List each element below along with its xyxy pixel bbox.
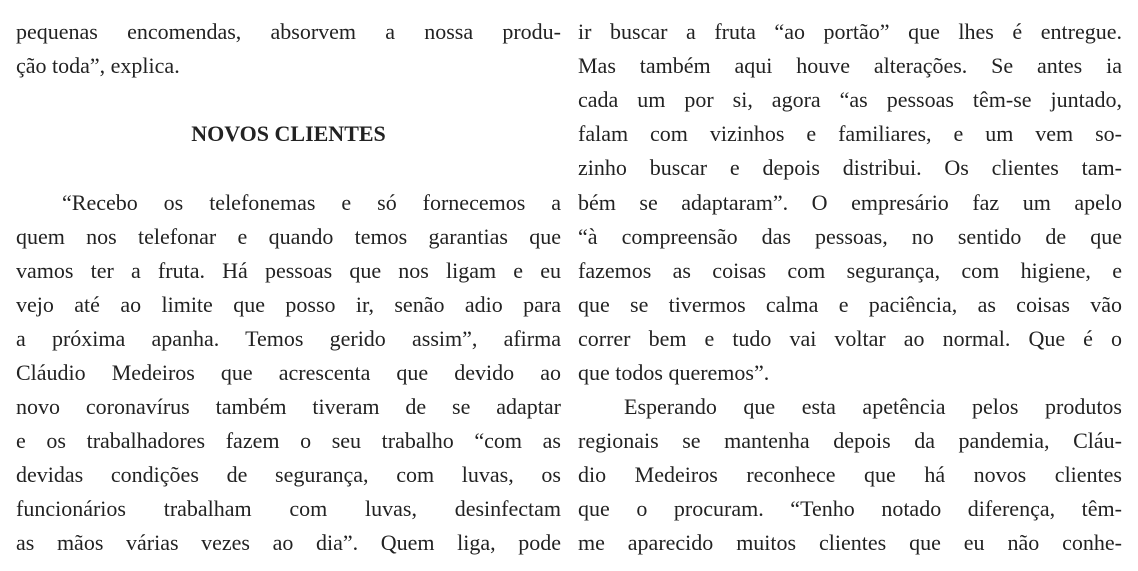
text-line: devidas condições de segurança, com luvas, os [16, 462, 561, 487]
text-line: que o procuram. “Tenho notado diferença, têm- [578, 496, 1122, 521]
text-line: correr bem e tudo vai voltar ao normal. Que é o [578, 326, 1122, 351]
text-line: vamos ter a fruta. Há pessoas que nos ligam e eu [16, 258, 561, 283]
text-line: regionais se mantenha depois da pandemia, Cláu- [578, 428, 1122, 453]
text-line: cada um por si, agora “as pessoas têm-se juntado, [578, 87, 1122, 112]
text-line: as mãos várias vezes ao dia”. Quem liga, pode [16, 530, 561, 555]
text-line: quem nos telefonar e quando temos garantias que [16, 224, 561, 249]
text-line: Mas também aqui houve alterações. Se antes ia [578, 53, 1122, 78]
text-line: pequenas encomendas, absorvem a nossa produ- [16, 19, 561, 44]
text-line: Esperando que esta apetência pelos produtos [624, 394, 1122, 419]
text-line: novo coronavírus também tiveram de se adaptar [16, 394, 561, 419]
section-heading: NOVOS CLIENTES [191, 121, 386, 146]
text-line: a próxima apanha. Temos gerido assim”, afirma [16, 326, 561, 351]
text-line: que se tivermos calma e paciência, as coisas vão [578, 292, 1122, 317]
text-line: “à compreensão das pessoas, no sentido de que [578, 224, 1122, 249]
text-line: fazemos as coisas com segurança, com higiene, e [578, 258, 1122, 283]
text-line: e os trabalhadores fazem o seu trabalho “com as [16, 428, 561, 453]
text-line: funcionários trabalham com luvas, desinfectam [16, 496, 561, 521]
text-line: vejo até ao limite que posso ir, senão adio para [16, 292, 561, 317]
text-line: “Recebo os telefonemas e só fornecemos a [62, 190, 561, 215]
text-line: bém se adaptaram”. O empresário faz um apelo [578, 190, 1122, 215]
text-line: Cláudio Medeiros que acrescenta que devido ao [16, 360, 561, 385]
text-line: me aparecido muitos clientes que eu não conhe- [578, 530, 1122, 555]
text-line: ir buscar a fruta “ao portão” que lhes é entregue. [578, 19, 1122, 44]
text-line: zinho buscar e depois distribui. Os clientes tam- [578, 155, 1122, 180]
text-line: ção toda”, explica. [16, 53, 180, 78]
text-line: falam com vizinhos e familiares, e um vem so- [578, 121, 1122, 146]
text-line: dio Medeiros reconhece que há novos clientes [578, 462, 1122, 487]
text-line: que todos queremos”. [578, 360, 770, 385]
